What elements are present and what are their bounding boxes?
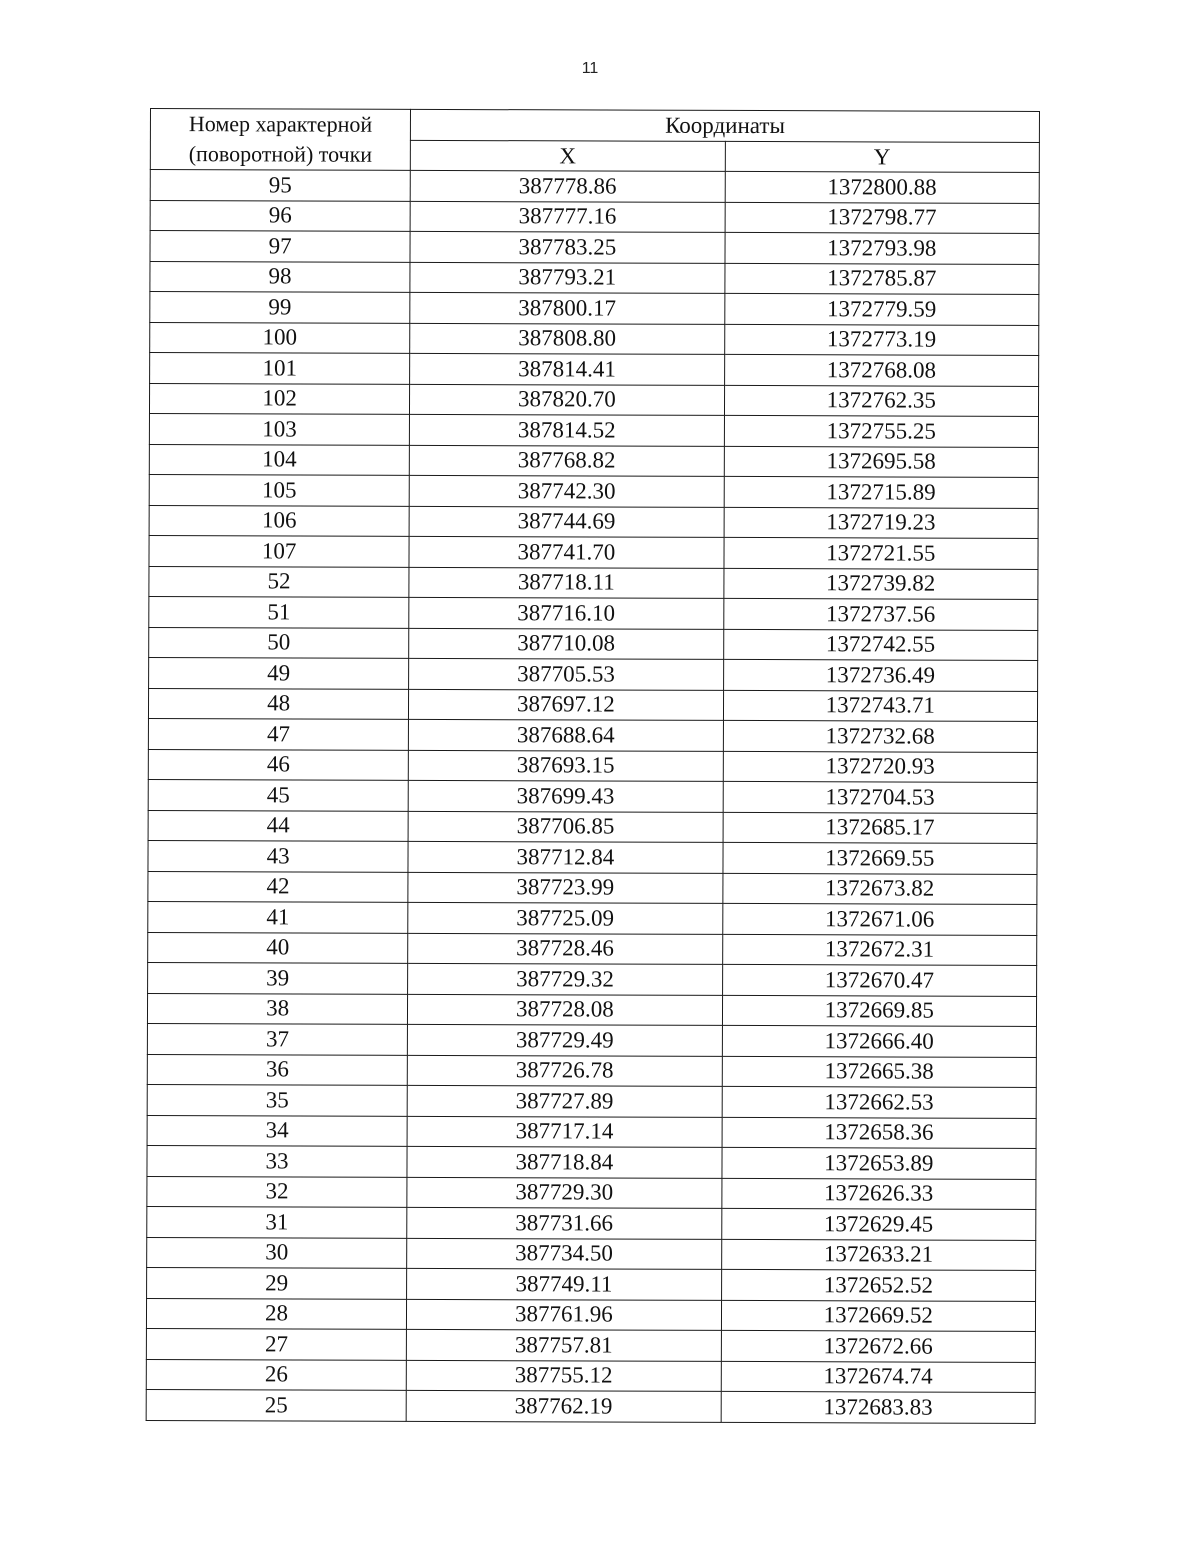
y-coordinate-cell: 1372762.35 — [724, 385, 1039, 417]
table-row — [149, 505, 1038, 538]
x-coordinate-cell: 387727.89 — [407, 1085, 722, 1117]
table-row — [148, 901, 1037, 934]
point-number-cell: 27 — [146, 1328, 406, 1359]
point-number-cell: 97 — [150, 231, 410, 262]
x-coordinate-cell: 387718.84 — [407, 1146, 722, 1178]
x-coordinate-cell: 387725.09 — [408, 902, 723, 934]
point-number-cell: 38 — [147, 993, 407, 1024]
point-number-cell: 46 — [148, 749, 408, 780]
point-number-cell: 98 — [150, 261, 410, 292]
x-coordinate-cell: 387734.50 — [407, 1238, 722, 1270]
table-body — [146, 170, 1039, 1423]
table-row — [148, 932, 1037, 965]
y-coordinate-cell: 1372737.56 — [723, 598, 1038, 630]
coordinates-header: Координаты — [411, 109, 1040, 142]
y-coordinate-cell: 1372695.58 — [724, 446, 1039, 478]
table-row — [149, 535, 1038, 568]
point-number-cell: 107 — [149, 535, 409, 566]
table-row — [147, 1237, 1036, 1270]
y-coordinate-cell: 1372720.93 — [723, 751, 1038, 783]
x-coordinate-cell: 387729.30 — [407, 1177, 722, 1209]
x-coordinate-cell: 387814.41 — [410, 353, 725, 385]
y-coordinate-cell: 1372785.87 — [724, 263, 1039, 295]
point-number-cell: 34 — [147, 1115, 407, 1146]
x-coordinate-cell: 387717.14 — [407, 1116, 722, 1148]
x-coordinate-cell: 387710.08 — [409, 628, 724, 660]
x-coordinate-cell: 387716.10 — [409, 597, 724, 629]
y-coordinate-cell: 1372665.38 — [722, 1056, 1037, 1088]
point-number-cell: 39 — [148, 962, 408, 993]
point-number-cell: 95 — [150, 170, 410, 201]
table-row — [148, 779, 1037, 812]
x-header: X — [410, 140, 725, 171]
point-number-cell: 30 — [147, 1237, 407, 1268]
table-row — [147, 1267, 1036, 1300]
point-number-cell: 31 — [147, 1206, 407, 1237]
y-coordinate-cell: 1372685.17 — [723, 812, 1038, 844]
x-coordinate-cell: 387697.12 — [409, 689, 724, 721]
point-number-cell: 40 — [148, 932, 408, 963]
table-row — [148, 962, 1037, 995]
y-coordinate-cell: 1372736.49 — [723, 659, 1038, 691]
point-number-cell: 37 — [147, 1023, 407, 1054]
x-coordinate-cell: 387757.81 — [407, 1329, 722, 1361]
point-number-cell: 106 — [149, 505, 409, 536]
x-coordinate-cell: 387729.32 — [408, 963, 723, 995]
y-coordinate-cell: 1372704.53 — [723, 781, 1038, 813]
point-number-cell: 41 — [148, 901, 408, 932]
point-number-cell: 36 — [147, 1054, 407, 1085]
point-number-cell: 42 — [148, 871, 408, 902]
x-coordinate-cell: 387762.19 — [406, 1390, 721, 1422]
table-row — [150, 231, 1039, 264]
y-coordinate-cell: 1372669.85 — [722, 995, 1037, 1027]
point-number-cell: 101 — [150, 353, 410, 384]
point-number-cell: 102 — [149, 383, 409, 414]
x-coordinate-cell: 387706.85 — [408, 811, 723, 843]
coordinates-table — [146, 108, 1040, 1423]
table-row — [150, 200, 1039, 233]
table-row — [147, 1023, 1036, 1056]
header-row-top — [150, 109, 1039, 143]
y-coordinate-cell: 1372732.68 — [723, 720, 1038, 752]
x-coordinate-cell: 387814.52 — [410, 414, 725, 446]
table-row — [149, 474, 1038, 507]
y-coordinate-cell: 1372633.21 — [721, 1239, 1036, 1271]
y-coordinate-cell: 1372626.33 — [721, 1178, 1036, 1210]
y-coordinate-cell: 1372779.59 — [724, 293, 1039, 325]
table-row — [146, 1389, 1035, 1422]
y-coordinate-cell: 1372793.98 — [725, 232, 1040, 264]
point-number-cell: 29 — [147, 1267, 407, 1298]
point-number-cell: 32 — [147, 1176, 407, 1207]
table-row — [146, 1328, 1035, 1361]
y-coordinate-cell: 1372773.19 — [724, 324, 1039, 356]
y-coordinate-cell: 1372672.31 — [722, 934, 1037, 966]
point-number-cell: 45 — [148, 779, 408, 810]
table-row — [150, 261, 1039, 294]
x-coordinate-cell: 387712.84 — [408, 841, 723, 873]
table-row — [150, 353, 1039, 386]
x-coordinate-cell: 387705.53 — [409, 658, 724, 690]
x-coordinate-cell: 387777.16 — [410, 201, 725, 233]
y-coordinate-cell: 1372721.55 — [724, 537, 1039, 569]
point-number-cell: 35 — [147, 1084, 407, 1115]
point-number-cell: 48 — [148, 688, 408, 719]
point-number-cell: 104 — [149, 444, 409, 475]
table-row — [148, 688, 1037, 721]
y-coordinate-cell: 1372670.47 — [722, 964, 1037, 996]
x-coordinate-cell: 387731.66 — [407, 1207, 722, 1239]
table-row — [150, 322, 1039, 355]
table-row — [147, 1054, 1036, 1087]
table-row — [147, 1176, 1036, 1209]
x-coordinate-cell: 387800.17 — [410, 292, 725, 324]
y-coordinate-cell: 1372652.52 — [721, 1269, 1036, 1301]
y-coordinate-cell: 1372743.71 — [723, 690, 1038, 722]
table-header — [150, 109, 1039, 173]
y-coordinate-cell: 1372715.89 — [724, 476, 1039, 508]
x-coordinate-cell: 387768.82 — [409, 445, 724, 477]
table-row — [146, 1298, 1035, 1331]
point-number-cell: 44 — [148, 810, 408, 841]
x-coordinate-cell: 387728.46 — [408, 933, 723, 965]
x-coordinate-cell: 387688.64 — [409, 719, 724, 751]
point-number-cell: 43 — [148, 840, 408, 871]
x-coordinate-cell: 387718.11 — [409, 567, 724, 599]
y-coordinate-cell: 1372672.66 — [721, 1330, 1036, 1362]
table-row — [147, 1145, 1036, 1178]
x-coordinate-cell: 387699.43 — [408, 780, 723, 812]
table-row — [149, 413, 1038, 446]
y-header: Y — [725, 141, 1040, 172]
x-coordinate-cell: 387742.30 — [409, 475, 724, 507]
point-number-cell: 25 — [146, 1389, 406, 1420]
point-number-cell: 103 — [149, 413, 409, 444]
point-number-cell: 28 — [146, 1298, 406, 1329]
y-coordinate-cell: 1372662.53 — [722, 1086, 1037, 1118]
y-coordinate-cell: 1372666.40 — [722, 1025, 1037, 1057]
table-row — [147, 1206, 1036, 1239]
point-number-cell: 26 — [146, 1359, 406, 1390]
y-coordinate-cell: 1372673.82 — [722, 873, 1037, 905]
y-coordinate-cell: 1372755.25 — [724, 415, 1039, 447]
table-row — [149, 657, 1038, 690]
x-coordinate-cell: 387761.96 — [407, 1299, 722, 1331]
table-row — [149, 596, 1038, 629]
page-number: 11 — [581, 60, 599, 77]
point-number-cell: 99 — [150, 292, 410, 323]
x-coordinate-cell: 387693.15 — [408, 750, 723, 782]
point-number-cell: 105 — [149, 474, 409, 505]
point-number-cell: 50 — [149, 627, 409, 658]
table-row — [148, 718, 1037, 751]
table-row — [150, 170, 1039, 203]
x-coordinate-cell: 387808.80 — [410, 323, 725, 355]
point-number-cell: 100 — [150, 322, 410, 353]
point-number-cell: 47 — [148, 718, 408, 749]
point-number-cell: 33 — [147, 1145, 407, 1176]
x-coordinate-cell: 387723.99 — [408, 872, 723, 904]
y-coordinate-cell: 1372653.89 — [722, 1147, 1037, 1179]
y-coordinate-cell: 1372683.83 — [721, 1391, 1036, 1423]
x-coordinate-cell: 387755.12 — [406, 1360, 721, 1392]
x-coordinate-cell: 387793.21 — [410, 262, 725, 294]
table-row — [148, 749, 1037, 782]
x-coordinate-cell: 387783.25 — [410, 231, 725, 263]
table-row — [146, 1359, 1035, 1392]
point-number-cell: 51 — [149, 596, 409, 627]
x-coordinate-cell: 387744.69 — [409, 506, 724, 538]
x-coordinate-cell: 387726.78 — [407, 1055, 722, 1087]
point-number-cell: 52 — [149, 566, 409, 597]
point-number-cell: 96 — [150, 200, 410, 231]
y-coordinate-cell: 1372658.36 — [722, 1117, 1037, 1149]
table-row — [148, 810, 1037, 843]
table-row — [149, 383, 1038, 416]
x-coordinate-cell: 387729.49 — [408, 1024, 723, 1056]
table-row — [149, 627, 1038, 660]
y-coordinate-cell: 1372739.82 — [723, 568, 1038, 600]
y-coordinate-cell: 1372674.74 — [721, 1361, 1036, 1393]
table-row — [147, 1084, 1036, 1117]
table-row — [149, 444, 1038, 477]
y-coordinate-cell: 1372798.77 — [725, 202, 1040, 234]
table-row — [148, 871, 1037, 904]
table-row — [147, 993, 1036, 1026]
y-coordinate-cell: 1372719.23 — [724, 507, 1039, 539]
point-number-header: Номер характерной (поворотной) точки — [150, 109, 410, 171]
table-row — [148, 840, 1037, 873]
table-row — [149, 566, 1038, 599]
y-coordinate-cell: 1372669.55 — [723, 842, 1038, 874]
y-coordinate-cell: 1372768.08 — [724, 354, 1039, 386]
point-number-cell: 49 — [149, 657, 409, 688]
y-coordinate-cell: 1372629.45 — [721, 1208, 1036, 1240]
x-coordinate-cell: 387741.70 — [409, 536, 724, 568]
x-coordinate-cell: 387778.86 — [410, 170, 725, 202]
y-coordinate-cell: 1372742.55 — [723, 629, 1038, 661]
x-coordinate-cell: 387749.11 — [407, 1268, 722, 1300]
y-coordinate-cell: 1372669.52 — [721, 1300, 1036, 1332]
x-coordinate-cell: 387820.70 — [410, 384, 725, 416]
table-row — [147, 1115, 1036, 1148]
y-coordinate-cell: 1372800.88 — [725, 171, 1040, 203]
x-coordinate-cell: 387728.08 — [408, 994, 723, 1026]
y-coordinate-cell: 1372671.06 — [722, 903, 1037, 935]
table-row — [150, 292, 1039, 325]
